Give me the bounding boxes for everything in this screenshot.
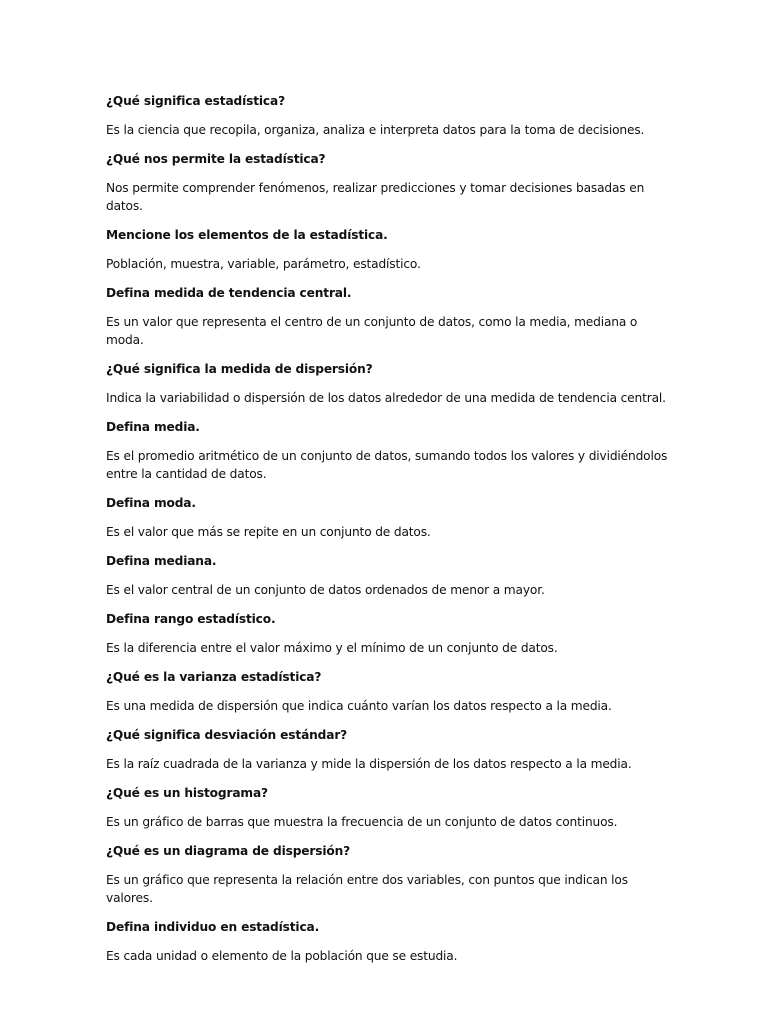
question-heading: Defina media. [106,420,200,434]
question-heading: ¿Qué significa la medida de dispersión? [106,362,373,376]
question-heading: Mencione los elementos de la estadística. [106,228,388,242]
answer-text: Es la ciencia que recopila, organiza, analiza e interpreta datos para la toma de decisiones. [106,123,645,137]
question-heading: Defina mediana. [106,554,217,568]
answer-text: Es un gráfico que representa la relación entre dos variables, con puntos que indican los valores. [106,873,628,905]
question-heading: ¿Qué es un histograma? [106,786,268,800]
answer-text: Es cada unidad o elemento de la población que se estudia. [106,949,458,963]
answer-text: Es un valor que representa el centro de un conjunto de datos, como la media, mediana o moda. [106,315,638,347]
question-heading: ¿Qué significa desviación estándar? [106,728,348,742]
qa-item [106,494,668,541]
question-heading: Defina individuo en estadística. [106,920,320,934]
question-heading: ¿Qué significa estadística? [106,94,285,108]
answer-text: Es la raíz cuadrada de la varianza y mide la dispersión de los datos respecto a la media. [106,757,632,771]
answer-text: Nos permite comprender fenómenos, realizar predicciones y tomar decisiones basadas en datos. [106,181,645,213]
answer-text: Es un gráfico de barras que muestra la frecuencia de un conjunto de datos continuos. [106,815,618,829]
answer-text: Es el valor central de un conjunto de datos ordenados de menor a mayor. [106,583,545,597]
qa-item [106,92,668,139]
qa-item [106,610,668,657]
question-heading: ¿Qué es la varianza estadística? [106,670,322,684]
answer-text: Es la diferencia entre el valor máximo y el mínimo de un conjunto de datos. [106,641,558,655]
answer-text: Población, muestra, variable, parámetro, estadístico. [106,257,421,271]
qa-item [106,552,668,599]
answer-text: Es una medida de dispersión que indica cuánto varían los datos respecto a la media. [106,699,612,713]
qa-item [106,226,668,273]
qa-item [106,918,668,965]
answer-text: Indica la variabilidad o dispersión de los datos alrededor de una medida de tendencia central. [106,391,666,405]
qa-item [106,150,668,215]
qa-item [106,842,668,907]
question-heading: Defina moda. [106,496,196,510]
qa-item [106,360,668,407]
answer-text: Es el promedio aritmético de un conjunto de datos, sumando todos los valores y dividiéndolos entre la cantidad de datos. [106,449,668,481]
qa-item [106,284,668,349]
qa-item [106,784,668,831]
answer-text: Es el valor que más se repite en un conjunto de datos. [106,525,431,539]
question-heading: Defina rango estadístico. [106,612,276,626]
qa-item [106,726,668,773]
question-heading: Defina medida de tendencia central. [106,286,352,300]
qa-item [106,418,668,483]
qa-item [106,668,668,715]
question-heading: ¿Qué nos permite la estadística? [106,152,326,166]
question-heading: ¿Qué es un diagrama de dispersión? [106,844,351,858]
